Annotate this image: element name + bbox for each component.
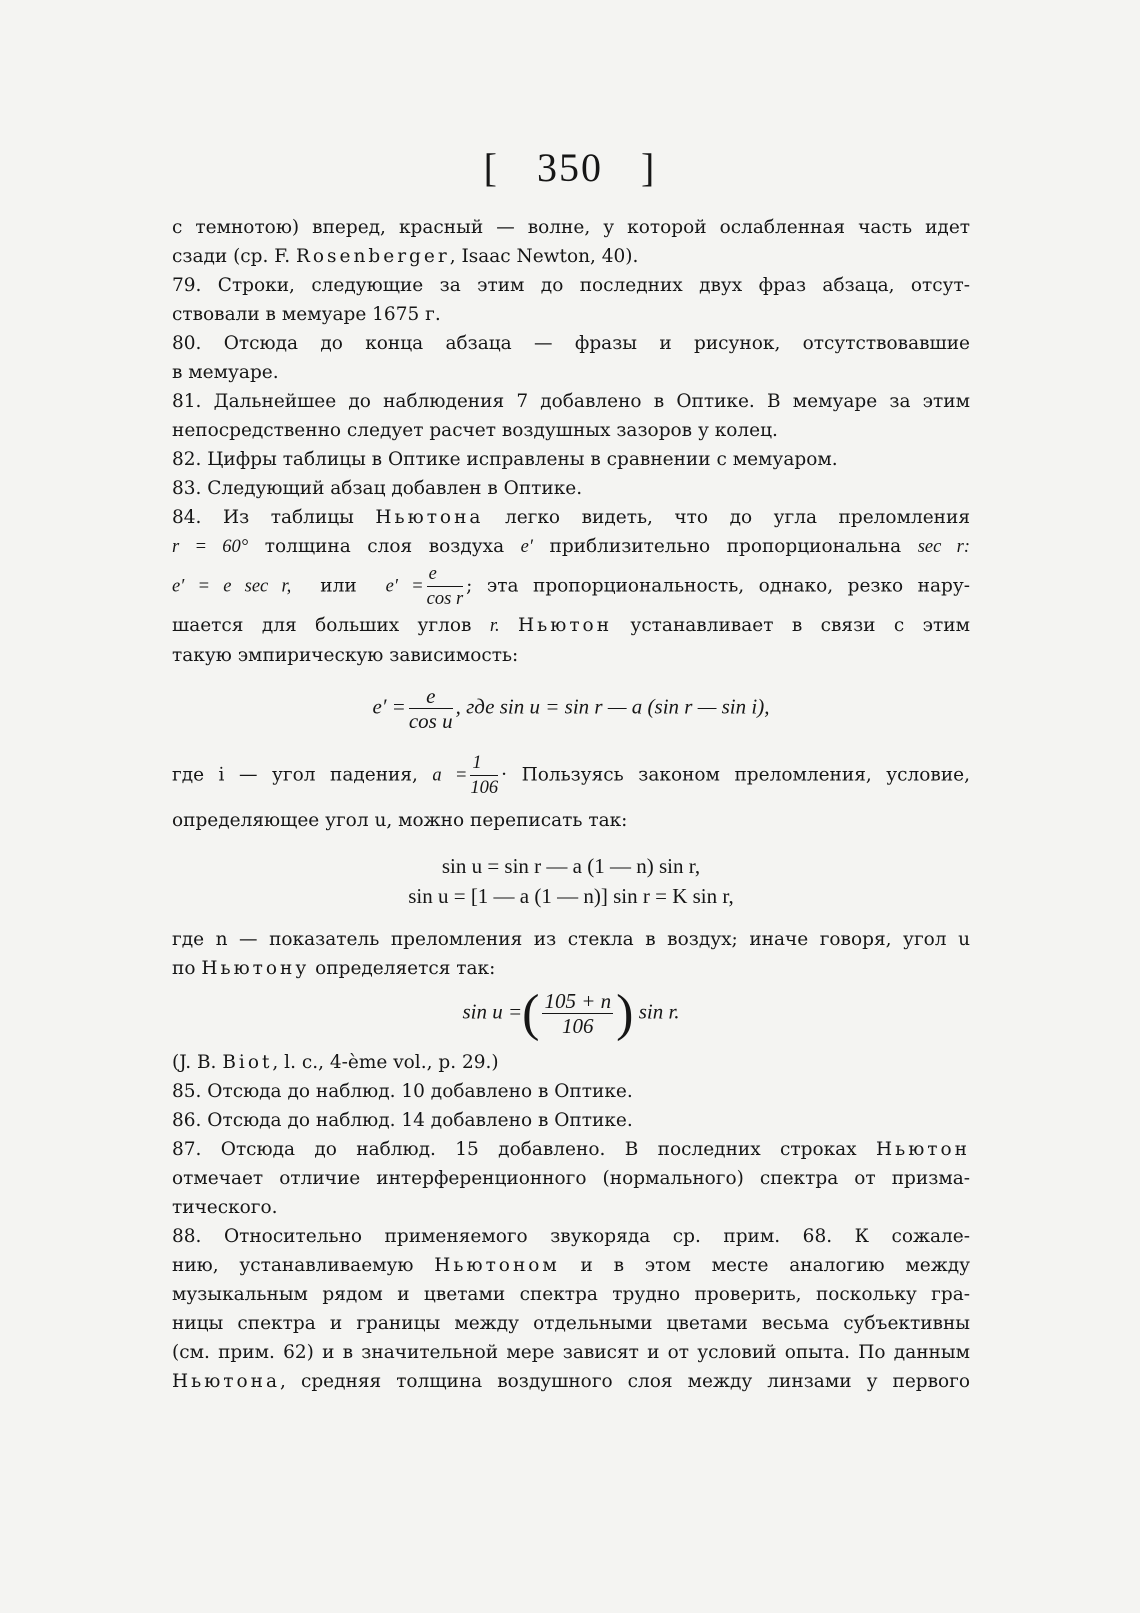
- text-line: [172, 611, 970, 641]
- spaced-name: Rosenberger: [295, 246, 450, 267]
- fraction-numerator: e: [409, 684, 453, 709]
- spaced-name: Ньютоном: [434, 1255, 560, 1276]
- text-fragment: (J. B.: [172, 1052, 223, 1073]
- fraction: [542, 989, 613, 1038]
- spaced-name: Ньютон: [518, 615, 613, 636]
- formula-3: [172, 985, 970, 1042]
- formula-lhs: e′ =: [372, 694, 406, 719]
- fraction-denominator: 106: [562, 1014, 594, 1038]
- spaced-name: Biot: [222, 1052, 273, 1073]
- text-line: в мемуаре.: [172, 362, 279, 383]
- formula-line: sin u = [1 — a (1 — n)] sin r = K sin r,: [408, 884, 734, 908]
- right-bracket: ]: [641, 145, 657, 190]
- text-line: [172, 1367, 970, 1396]
- text-line: [172, 1251, 970, 1280]
- text-fragment: , Isaac Newton, 40).: [449, 246, 639, 267]
- text-line: где n — показатель преломления из стекла в воздух; иначе говоря, угол u: [172, 929, 970, 950]
- text-line: отмечает отличие интерференционного (нормального) спектра от призма-: [172, 1168, 970, 1189]
- fraction-denominator: 106: [470, 778, 499, 798]
- math-inline: e′ =: [385, 576, 424, 597]
- fraction-numerator: 105 + n: [544, 989, 612, 1013]
- spaced-name: Ньютону: [201, 958, 310, 979]
- note-81: 81. Дальнейшее до наблюдения 7 добавлено в Оптике. В мемуаре за этим: [172, 391, 970, 412]
- text-line: такую эмпирическую зависимость:: [172, 645, 519, 666]
- fraction: [470, 751, 498, 800]
- fraction: [427, 562, 464, 611]
- text-line: ствовали в мемуаре 1675 г.: [172, 304, 441, 325]
- text-fragment: 84. Из таблицы: [172, 507, 376, 528]
- text-fragment: шается для больших углов: [172, 615, 490, 636]
- left-paren: (: [522, 985, 540, 1042]
- text-line: [172, 532, 970, 562]
- spaced-name: Ньютона: [172, 1371, 281, 1392]
- formula-lhs: sin u =: [462, 999, 523, 1024]
- math-inline: sec r:: [917, 537, 971, 557]
- fraction-numerator: 1: [470, 751, 498, 776]
- math-inline: r = 60°: [172, 537, 249, 557]
- formula-1: [172, 684, 970, 733]
- page-number: 350: [537, 145, 603, 190]
- text-line: тического.: [172, 1197, 278, 1218]
- formula-rhs: sin r.: [638, 999, 680, 1024]
- fraction-numerator: e: [427, 562, 464, 587]
- formula-rest: , где sin u = sin r — a (sin r — sin i),: [455, 694, 770, 719]
- text-fragment: где i — угол падения,: [172, 764, 433, 786]
- text-fragment: приблизительно пропорциональна: [532, 536, 918, 557]
- note-79: 79. Строки, следующие за этим до последних двух фраз абзаца, отсут-: [172, 275, 970, 296]
- text-fragment: , средняя толщина воздушного слоя между линзами у первого: [280, 1371, 970, 1392]
- right-paren: ): [616, 985, 634, 1042]
- formula-2: [172, 851, 970, 911]
- text-line: ницы спектра и границы между отдельными цветами весьма субъективны: [172, 1313, 970, 1334]
- math-inline: a =: [432, 765, 468, 786]
- text-fragment: устанавливает в связи с этим: [612, 615, 970, 636]
- text-line: [172, 242, 970, 271]
- fraction-denominator: cos u: [408, 709, 453, 733]
- text-fragment: толщина слоя воздуха: [248, 536, 521, 557]
- text-fragment: · Пользуясь законом преломления, условие,: [501, 764, 971, 786]
- text-line: музыкальным рядом и цветами спектра трудно проверить, поскольку гра-: [172, 1284, 970, 1305]
- note-82: 82. Цифры таблицы в Оптике исправлены в сравнении с мемуаром.: [172, 449, 838, 470]
- text-line: определяющее угол u, можно переписать так:: [172, 810, 628, 831]
- text-fragment: или: [320, 575, 357, 597]
- fraction-denominator: cos r: [426, 589, 464, 609]
- body-text: [172, 213, 970, 1396]
- note-83: 83. Следующий абзац добавлен в Оптике.: [172, 478, 583, 499]
- note-84: [172, 503, 970, 532]
- text-fragment: ; эта пропорциональность, однако, резко нару-: [466, 575, 971, 597]
- note-80: 80. Отсюда до конца абзаца — фразы и рисунок, отсутствовавшие: [172, 333, 970, 354]
- math-inline: r.: [489, 616, 500, 636]
- text-fragment: , l. c., 4-ème vol., p. 29.): [272, 1052, 499, 1073]
- note-85: 85. Отсюда до наблюд. 10 добавлено в Оптике.: [172, 1081, 633, 1102]
- text-line: [172, 954, 970, 983]
- left-bracket: [: [483, 145, 499, 190]
- text-fragment: нию, устанавливаемую: [172, 1255, 435, 1276]
- page-number-header: [0, 144, 1140, 191]
- text-line: [172, 751, 970, 800]
- citation-biot: [172, 1048, 970, 1077]
- spaced-name: Ньютона: [375, 507, 484, 528]
- text-line: с темнотою) вперед, красный — волне, у которой ослабленная часть идет: [172, 217, 970, 238]
- note-87: [172, 1135, 970, 1164]
- spaced-name: Ньютон: [875, 1139, 970, 1160]
- fraction: [409, 684, 453, 733]
- text-fragment: легко видеть, что до угла преломления: [483, 507, 970, 528]
- text-line: (см. прим. 62) и в значительной мере зависят и от условий опыта. По данным: [172, 1342, 970, 1363]
- note-88: 88. Относительно применяемого звукоряда ср. прим. 68. К сожале-: [172, 1226, 970, 1247]
- text-fragment: 87. Отсюда до наблюд. 15 добавлено. В последних строках: [172, 1139, 876, 1160]
- math-inline: e′: [520, 537, 533, 557]
- text-line: непосредственно следует расчет воздушных зазоров у колец.: [172, 420, 778, 441]
- text-fragment: по: [172, 958, 202, 979]
- text-fragment: определяется так:: [309, 958, 496, 979]
- formula-line: sin u = sin r — a (1 — n) sin r,: [441, 854, 701, 878]
- text-fragment: сзади (ср. F.: [172, 246, 296, 267]
- text-line: [172, 562, 970, 611]
- math-inline: e′ = e sec r,: [172, 576, 292, 597]
- text-fragment: и в этом месте аналогию между: [559, 1255, 970, 1276]
- note-86: 86. Отсюда до наблюд. 14 добавлено в Оптике.: [172, 1110, 633, 1131]
